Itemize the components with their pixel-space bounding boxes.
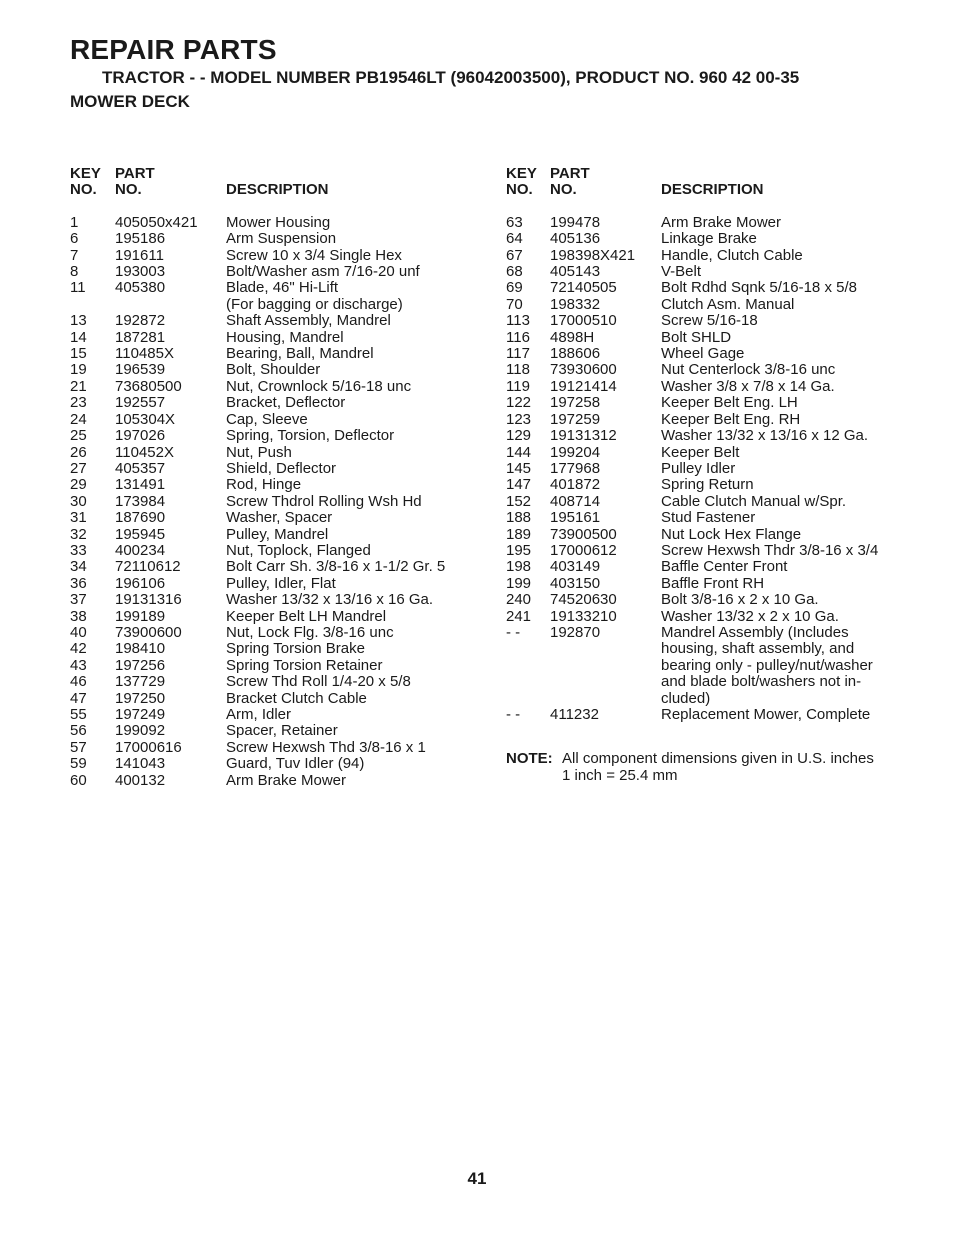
description-header: DESCRIPTION bbox=[661, 181, 764, 199]
key-no: 55 bbox=[70, 706, 87, 723]
part-description: Washer 13/32 x 13/16 x 16 Ga. bbox=[226, 591, 434, 609]
dimension-note bbox=[506, 751, 906, 784]
parts-row bbox=[70, 527, 470, 543]
part-no: 191611 bbox=[115, 246, 164, 264]
parts-row bbox=[506, 362, 906, 378]
key-no: 56 bbox=[70, 722, 87, 740]
parts-row bbox=[506, 231, 906, 247]
parts-row bbox=[506, 428, 906, 444]
key-no: 24 bbox=[70, 410, 87, 428]
part-no: 110452X bbox=[115, 443, 174, 461]
parts-row bbox=[70, 510, 470, 526]
part-description: Blade, 46" Hi-Lift (For bagging or discharge) bbox=[226, 279, 403, 313]
part-no: 405143 bbox=[550, 263, 601, 281]
key-no: 47 bbox=[70, 689, 87, 707]
part-description: Cap, Sleeve bbox=[226, 410, 308, 428]
parts-row bbox=[70, 379, 470, 395]
part-no: 400234 bbox=[115, 541, 166, 559]
part-no: 405357 bbox=[115, 459, 166, 477]
part-description: Stud Fastener bbox=[661, 509, 756, 527]
part-description: Pulley Idler bbox=[661, 459, 736, 477]
part-no-header: PART NO. bbox=[550, 165, 590, 199]
part-no: 19133210 bbox=[550, 607, 617, 625]
part-description: Bolt SHLD bbox=[661, 328, 732, 346]
part-no: 193003 bbox=[115, 263, 166, 281]
key-no: - - bbox=[506, 623, 521, 641]
part-description: Cable Clutch Manual w/Spr. bbox=[661, 492, 847, 510]
part-description: Pulley, Mandrel bbox=[226, 525, 329, 543]
parts-row bbox=[70, 691, 470, 707]
part-description: Spring, Torsion, Deflector bbox=[226, 427, 395, 445]
part-description: Bearing, Ball, Mandrel bbox=[226, 345, 374, 363]
part-description: Handle, Clutch Cable bbox=[661, 246, 803, 264]
part-no: 19121414 bbox=[550, 377, 617, 395]
part-no: 141043 bbox=[115, 755, 166, 773]
part-description: Spacer, Retainer bbox=[226, 722, 338, 740]
part-no: 405136 bbox=[550, 230, 601, 248]
key-no: 122 bbox=[506, 394, 532, 412]
part-description: Bracket, Deflector bbox=[226, 394, 346, 412]
parts-row bbox=[506, 215, 906, 231]
part-description: Wheel Gage bbox=[661, 345, 745, 363]
part-no: 73900500 bbox=[550, 525, 617, 543]
key-no-header: KEY NO. bbox=[506, 165, 537, 199]
parts-row bbox=[70, 773, 470, 789]
part-description: Spring Return bbox=[661, 476, 754, 494]
part-description: Spring Torsion Retainer bbox=[226, 656, 383, 674]
part-description: Arm, Idler bbox=[226, 706, 292, 723]
part-no: 405380 bbox=[115, 279, 166, 297]
part-no: 195945 bbox=[115, 525, 166, 543]
key-no: 68 bbox=[506, 263, 523, 281]
parts-list-header bbox=[506, 166, 906, 199]
part-description: Washer 3/8 x 7/8 x 14 Ga. bbox=[661, 377, 835, 395]
key-no: 34 bbox=[70, 558, 87, 576]
parts-row bbox=[506, 280, 906, 296]
part-description: Bolt Carr Sh. 3/8-16 x 1-1/2 Gr. 5 bbox=[226, 558, 446, 576]
note-text: All component dimensions given in U.S. inches 1 inch = 25.4 mm bbox=[562, 750, 874, 784]
key-no: 145 bbox=[506, 459, 532, 477]
part-no: 198398X421 bbox=[550, 246, 636, 264]
parts-row bbox=[70, 592, 470, 608]
part-no: 400132 bbox=[115, 771, 166, 789]
key-no: 241 bbox=[506, 607, 532, 625]
parts-row bbox=[70, 264, 470, 280]
key-no: 147 bbox=[506, 476, 532, 494]
part-description: Rod, Hinge bbox=[226, 476, 302, 494]
key-no: 195 bbox=[506, 541, 532, 559]
part-no: 187281 bbox=[115, 328, 166, 346]
part-description: Screw Hexwsh Thd 3/8-16 x 1 bbox=[226, 738, 426, 756]
key-no: 152 bbox=[506, 492, 532, 510]
parts-row bbox=[70, 723, 470, 739]
part-description: Housing, Mandrel bbox=[226, 328, 344, 346]
part-no-header: PART NO. bbox=[115, 165, 155, 199]
key-no: 32 bbox=[70, 525, 87, 543]
part-no: 197250 bbox=[115, 689, 166, 707]
part-description: Clutch Asm. Manual bbox=[661, 295, 795, 313]
key-no: 70 bbox=[506, 295, 523, 313]
parts-row bbox=[506, 625, 906, 707]
parts-row bbox=[506, 412, 906, 428]
parts-row bbox=[506, 559, 906, 575]
part-no: 192872 bbox=[115, 312, 166, 330]
part-description: Linkage Brake bbox=[661, 230, 757, 248]
part-description: Nut Centerlock 3/8-16 unc bbox=[661, 361, 836, 379]
key-no: 199 bbox=[506, 574, 532, 592]
key-no: 63 bbox=[506, 213, 523, 231]
parts-row bbox=[70, 477, 470, 493]
parts-row bbox=[506, 609, 906, 625]
key-no: 19 bbox=[70, 361, 87, 379]
parts-row bbox=[506, 576, 906, 592]
part-description: Arm Brake Mower bbox=[661, 213, 782, 231]
part-no: 197256 bbox=[115, 656, 166, 674]
parts-rows bbox=[70, 215, 470, 789]
part-no: 73930600 bbox=[550, 361, 617, 379]
parts-row bbox=[70, 494, 470, 510]
key-no: 67 bbox=[506, 246, 523, 264]
part-description: Mandrel Assembly (Includes housing, shaft assembly, and bearing only - pulley/nut/washer and blade bolt/washers not in- cluded) bbox=[661, 623, 873, 707]
model-subtitle: TRACTOR - - MODEL NUMBER PB19546LT (96042003500), PRODUCT NO. 960 42 00-35 bbox=[102, 68, 800, 87]
parts-row bbox=[506, 395, 906, 411]
part-description: Washer 13/32 x 13/16 x 12 Ga. bbox=[661, 427, 869, 445]
key-no: 27 bbox=[70, 459, 87, 477]
key-no: 25 bbox=[70, 427, 87, 445]
part-no: 403150 bbox=[550, 574, 601, 592]
key-no: 64 bbox=[506, 230, 523, 248]
part-no: 177968 bbox=[550, 459, 601, 477]
key-no: 26 bbox=[70, 443, 87, 461]
part-no: 401872 bbox=[550, 476, 601, 494]
parts-row bbox=[506, 592, 906, 608]
key-no: 43 bbox=[70, 656, 87, 674]
parts-row bbox=[70, 740, 470, 756]
parts-row bbox=[506, 461, 906, 477]
part-no: 72110612 bbox=[115, 558, 181, 576]
part-no: 198410 bbox=[115, 640, 166, 658]
parts-row bbox=[70, 280, 470, 313]
part-description: Baffle Front RH bbox=[661, 574, 765, 592]
parts-list-header bbox=[70, 166, 470, 199]
part-no: 199092 bbox=[115, 722, 166, 740]
part-no: 17000612 bbox=[550, 541, 617, 559]
key-no: 129 bbox=[506, 427, 532, 445]
parts-row bbox=[70, 428, 470, 444]
key-no: 118 bbox=[506, 361, 530, 379]
part-description: Screw 5/16-18 bbox=[661, 312, 758, 330]
key-no: 144 bbox=[506, 443, 532, 461]
part-no: 195161 bbox=[550, 509, 601, 527]
parts-row bbox=[506, 477, 906, 493]
parts-list-right bbox=[506, 166, 906, 784]
part-no: 192870 bbox=[550, 623, 601, 641]
key-no: 59 bbox=[70, 755, 87, 773]
part-no: 405050x421 bbox=[115, 213, 198, 231]
key-no-header: KEY NO. bbox=[70, 165, 101, 199]
key-no: 13 bbox=[70, 312, 87, 330]
part-no: 187690 bbox=[115, 509, 166, 527]
part-no: 411232 bbox=[550, 706, 599, 723]
page-number: 41 bbox=[467, 1169, 487, 1188]
part-description: Shaft Assembly, Mandrel bbox=[226, 312, 391, 330]
parts-row bbox=[70, 559, 470, 575]
part-description: Screw 10 x 3/4 Single Hex bbox=[226, 246, 402, 264]
part-no: 408714 bbox=[550, 492, 601, 510]
key-no: 46 bbox=[70, 673, 87, 691]
part-description: Nut, Toplock, Flanged bbox=[226, 541, 371, 559]
page-title: REPAIR PARTS bbox=[70, 34, 277, 65]
part-no: 188606 bbox=[550, 345, 601, 363]
key-no: 60 bbox=[70, 771, 87, 789]
key-no: 1 bbox=[70, 213, 79, 231]
key-no: - - bbox=[506, 706, 521, 723]
key-no: 30 bbox=[70, 492, 87, 510]
part-no: 195186 bbox=[115, 230, 166, 248]
part-description: Shield, Deflector bbox=[226, 459, 337, 477]
part-description: Arm Suspension bbox=[226, 230, 337, 248]
key-no: 69 bbox=[506, 279, 523, 297]
key-no: 7 bbox=[70, 246, 79, 264]
key-no: 117 bbox=[506, 345, 530, 363]
key-no: 113 bbox=[506, 312, 530, 330]
parts-row bbox=[70, 215, 470, 231]
part-description: Keeper Belt LH Mandrel bbox=[226, 607, 387, 625]
key-no: 36 bbox=[70, 574, 87, 592]
part-description: Bolt, Shoulder bbox=[226, 361, 321, 379]
part-no: 199204 bbox=[550, 443, 601, 461]
key-no: 123 bbox=[506, 410, 532, 428]
parts-row bbox=[70, 707, 470, 723]
key-no: 189 bbox=[506, 525, 532, 543]
parts-row bbox=[70, 395, 470, 411]
key-no: 8 bbox=[70, 263, 79, 281]
part-description: V-Belt bbox=[661, 263, 702, 281]
part-no: 110485X bbox=[115, 345, 174, 363]
key-no: 240 bbox=[506, 591, 532, 609]
parts-row bbox=[506, 346, 906, 362]
part-description: Spring Torsion Brake bbox=[226, 640, 365, 658]
parts-row bbox=[506, 330, 906, 346]
parts-row bbox=[506, 264, 906, 280]
key-no: 6 bbox=[70, 230, 79, 248]
part-no: 199189 bbox=[115, 607, 166, 625]
parts-row bbox=[70, 346, 470, 362]
part-description: Screw Hexwsh Thdr 3/8-16 x 3/4 bbox=[661, 541, 879, 559]
part-description: Arm Brake Mower bbox=[226, 771, 347, 789]
parts-list-left bbox=[70, 166, 470, 789]
parts-row bbox=[70, 461, 470, 477]
part-no: 196539 bbox=[115, 361, 166, 379]
part-no: 73900600 bbox=[115, 623, 182, 641]
part-no: 403149 bbox=[550, 558, 601, 576]
part-no: 197259 bbox=[550, 410, 601, 428]
part-no: 137729 bbox=[115, 673, 166, 691]
part-description: Guard, Tuv Idler (94) bbox=[226, 755, 365, 773]
part-no: 4898H bbox=[550, 328, 595, 346]
parts-row bbox=[70, 248, 470, 264]
part-no: 72140505 bbox=[550, 279, 617, 297]
part-description: Nut, Crownlock 5/16-18 unc bbox=[226, 377, 412, 395]
parts-row bbox=[506, 527, 906, 543]
part-no: 173984 bbox=[115, 492, 166, 510]
key-no: 21 bbox=[70, 377, 87, 395]
parts-row bbox=[506, 379, 906, 395]
part-description: Washer 13/32 x 2 x 10 Ga. bbox=[661, 607, 839, 625]
parts-row bbox=[70, 625, 470, 641]
part-no: 17000616 bbox=[115, 738, 182, 756]
part-description: Bolt 3/8-16 x 2 x 10 Ga. bbox=[661, 591, 819, 609]
key-no: 198 bbox=[506, 558, 532, 576]
parts-row bbox=[506, 445, 906, 461]
parts-row bbox=[506, 248, 906, 264]
part-description: Washer, Spacer bbox=[226, 509, 333, 527]
parts-row bbox=[70, 231, 470, 247]
key-no: 15 bbox=[70, 345, 87, 363]
key-no: 29 bbox=[70, 476, 87, 494]
part-description: Bolt Rdhd Sqnk 5/16-18 x 5/8 bbox=[661, 279, 857, 297]
part-no: 199478 bbox=[550, 213, 601, 231]
part-no: 17000510 bbox=[550, 312, 617, 330]
part-description: Bolt/Washer asm 7/16-20 unf bbox=[226, 263, 420, 281]
part-no: 197026 bbox=[115, 427, 166, 445]
key-no: 42 bbox=[70, 640, 87, 658]
key-no: 57 bbox=[70, 738, 87, 756]
parts-row bbox=[70, 313, 470, 329]
part-description: Keeper Belt Eng. LH bbox=[661, 394, 798, 412]
part-no: 197258 bbox=[550, 394, 601, 412]
part-no: 19131316 bbox=[115, 591, 182, 609]
part-description: Screw Thdrol Rolling Wsh Hd bbox=[226, 492, 422, 510]
parts-row bbox=[506, 707, 906, 723]
parts-row bbox=[70, 330, 470, 346]
part-description: Mower Housing bbox=[226, 213, 331, 231]
section-heading: MOWER DECK bbox=[70, 92, 190, 111]
part-description: Screw Thd Roll 1/4-20 x 5/8 bbox=[226, 673, 411, 691]
key-no: 38 bbox=[70, 607, 87, 625]
key-no: 23 bbox=[70, 394, 87, 412]
parts-row bbox=[70, 609, 470, 625]
part-description: Nut, Lock Flg. 3/8-16 unc bbox=[226, 623, 394, 641]
parts-row bbox=[70, 543, 470, 559]
part-description: Keeper Belt Eng. RH bbox=[661, 410, 801, 428]
key-no: 40 bbox=[70, 623, 87, 641]
part-no: 197249 bbox=[115, 706, 166, 723]
part-description: Baffle Center Front bbox=[661, 558, 788, 576]
parts-rows bbox=[506, 215, 906, 724]
part-no: 131491 bbox=[115, 476, 166, 494]
key-no: 119 bbox=[506, 377, 530, 395]
parts-row bbox=[506, 297, 906, 313]
part-description: Keeper Belt bbox=[661, 443, 740, 461]
parts-row bbox=[70, 576, 470, 592]
part-description: Nut, Push bbox=[226, 443, 292, 461]
key-no: 37 bbox=[70, 591, 87, 609]
parts-row bbox=[506, 313, 906, 329]
part-no: 105304X bbox=[115, 410, 176, 428]
part-description: Nut Lock Hex Flange bbox=[661, 525, 802, 543]
part-no: 198332 bbox=[550, 295, 601, 313]
description-header: DESCRIPTION bbox=[226, 181, 329, 199]
parts-row bbox=[70, 641, 470, 657]
part-no: 74520630 bbox=[550, 591, 617, 609]
key-no: 33 bbox=[70, 541, 87, 559]
parts-row bbox=[506, 510, 906, 526]
part-no: 19131312 bbox=[550, 427, 617, 445]
part-no: 192557 bbox=[115, 394, 166, 412]
key-no: 116 bbox=[506, 328, 530, 346]
note-label: NOTE: bbox=[506, 750, 553, 768]
key-no: 14 bbox=[70, 328, 87, 346]
parts-row bbox=[70, 362, 470, 378]
parts-row bbox=[506, 494, 906, 510]
key-no: 31 bbox=[70, 509, 87, 527]
part-no: 196106 bbox=[115, 574, 166, 592]
parts-row bbox=[506, 543, 906, 559]
parts-row bbox=[70, 658, 470, 674]
key-no: 188 bbox=[506, 509, 532, 527]
parts-row bbox=[70, 412, 470, 428]
parts-row bbox=[70, 445, 470, 461]
part-description: Pulley, Idler, Flat bbox=[226, 574, 336, 592]
part-description: Bracket Clutch Cable bbox=[226, 689, 367, 707]
parts-row bbox=[70, 756, 470, 772]
part-no: 73680500 bbox=[115, 377, 182, 395]
part-description: Replacement Mower, Complete bbox=[661, 706, 871, 723]
key-no: 11 bbox=[70, 279, 86, 297]
parts-row bbox=[70, 674, 470, 690]
